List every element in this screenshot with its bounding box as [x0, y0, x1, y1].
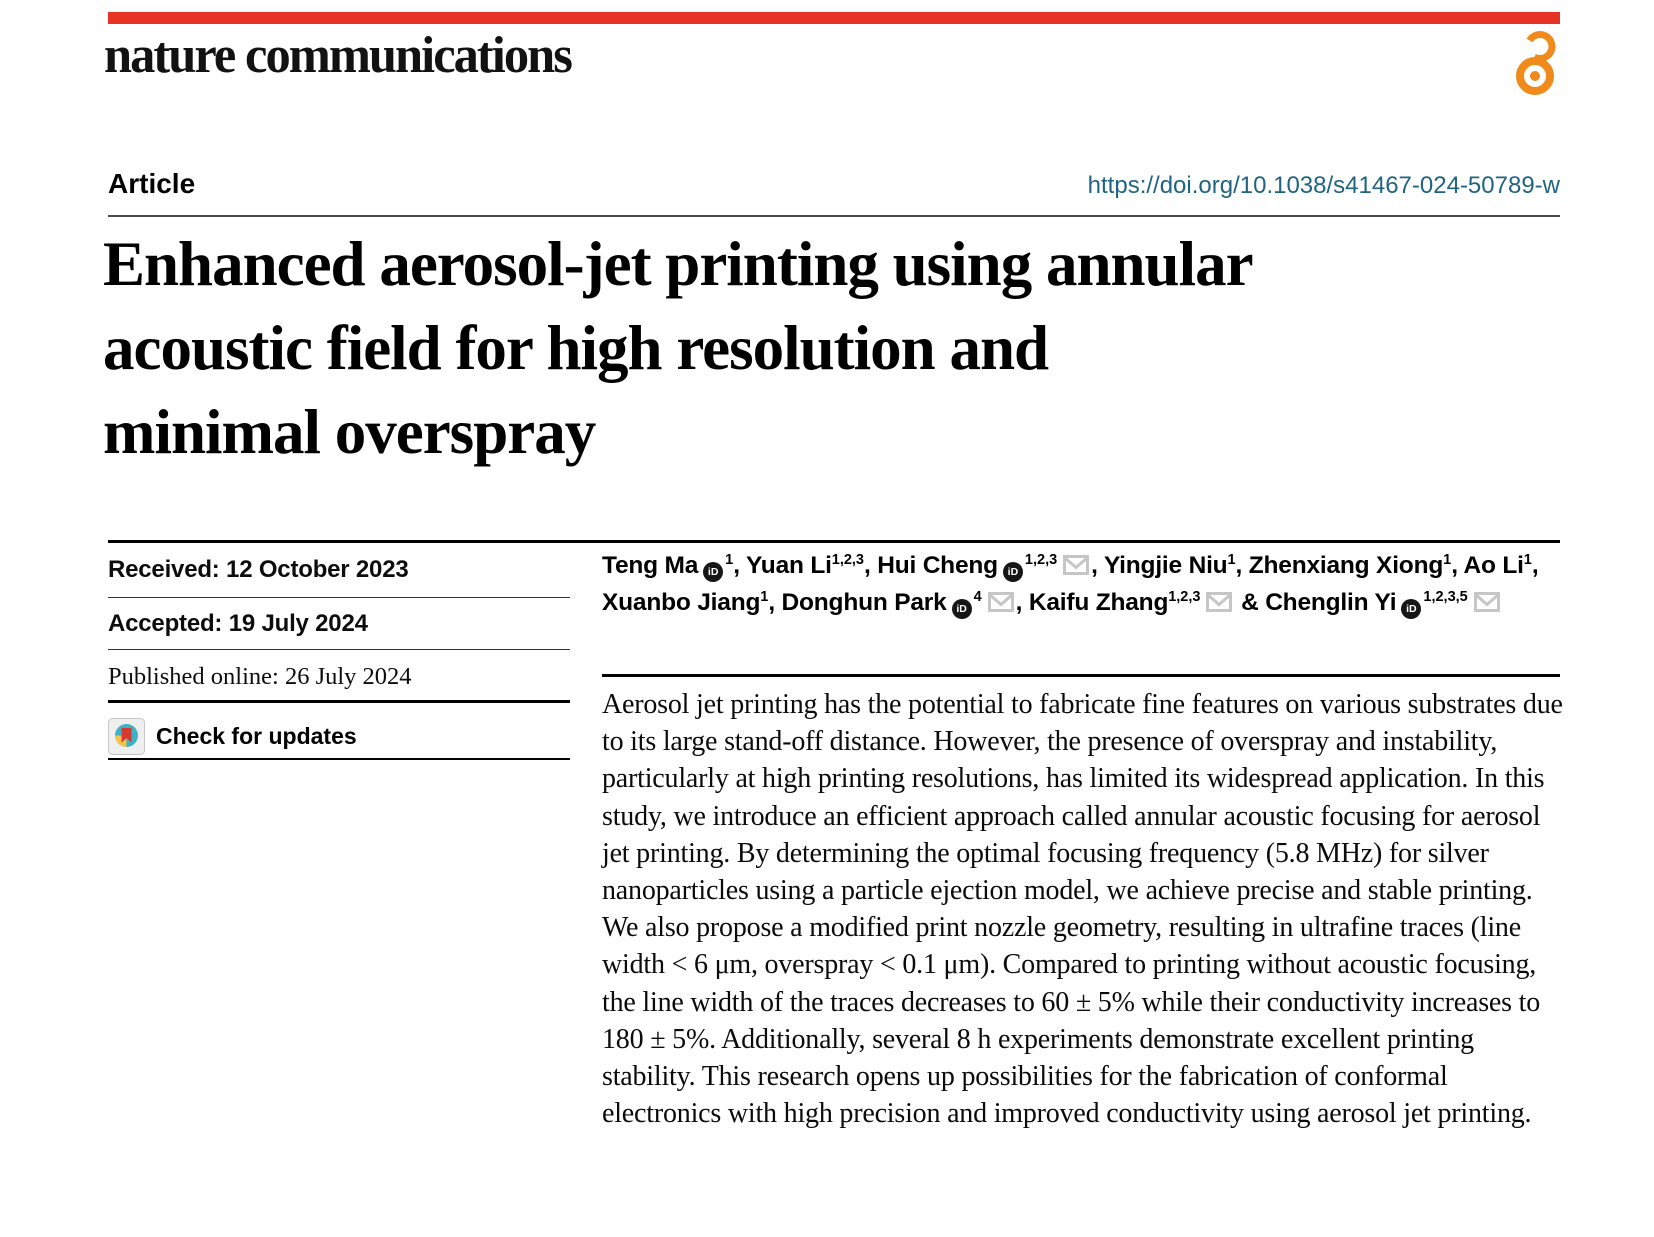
page-title [103, 222, 1563, 474]
author-separator: , [733, 552, 747, 579]
check-for-updates-label: Check for updates [156, 723, 357, 749]
open-access-icon [1512, 27, 1560, 108]
author-affiliation-superscript: 1,2,3,5 [1423, 589, 1468, 605]
author-affiliation-superscript: 4 [973, 589, 982, 605]
accepted-date: Accepted: 19 July 2024 [108, 610, 368, 637]
orcid-icon[interactable]: iD [703, 562, 723, 582]
author-name: Hui Cheng [877, 552, 998, 579]
title-line: acoustic field for high resolution and [103, 313, 1049, 383]
email-icon[interactable] [1206, 588, 1232, 622]
abstract-divider [602, 674, 1560, 677]
author-separator: , [864, 552, 878, 579]
metadata-column [108, 543, 570, 760]
author-affiliation-superscript: 1 [1523, 552, 1532, 568]
author-separator: & [1234, 589, 1266, 616]
brand-red-bar [108, 12, 1560, 24]
accepted-row [108, 598, 570, 650]
title-line: minimal overspray [103, 397, 596, 467]
published-row [108, 650, 570, 703]
orcid-icon[interactable]: iD [1003, 562, 1023, 582]
received-row [108, 543, 570, 598]
author-affiliation-superscript: 1,2,3 [831, 552, 864, 568]
received-date: Received: 12 October 2023 [108, 556, 409, 583]
article-type-label: Article [108, 168, 196, 199]
author-separator: , [1531, 552, 1539, 579]
author-separator: , [1451, 552, 1464, 579]
author-name: Donghun Park [781, 589, 947, 616]
author-name: Chenglin Yi [1265, 589, 1397, 616]
email-icon[interactable] [988, 588, 1014, 622]
author-affiliation-superscript: 1 [760, 589, 769, 605]
author-affiliation-superscript: 1 [1443, 552, 1452, 568]
author-name: Yuan Li [746, 552, 832, 579]
author-separator: , [768, 589, 782, 616]
author-name: Zhenxiang Xiong [1248, 552, 1444, 579]
header-divider [108, 215, 1560, 217]
doi-link[interactable]: https://doi.org/10.1038/s41467-024-50789-w [1087, 172, 1560, 199]
author-affiliation-superscript: 1,2,3 [1168, 589, 1201, 605]
published-date: Published online: 26 July 2024 [108, 663, 412, 690]
author-name: Teng Ma [602, 552, 699, 579]
author-affiliation-superscript: 1 [1227, 552, 1236, 568]
check-for-updates-button[interactable] [108, 703, 570, 760]
orcid-icon[interactable]: iD [952, 599, 972, 619]
author-affiliation-superscript: 1,2,3 [1024, 552, 1058, 568]
author-name: Xuanbo Jiang [602, 589, 761, 616]
author-separator: , [1091, 552, 1104, 579]
author-name: Yingjie Niu [1103, 552, 1228, 579]
author-line [602, 549, 1602, 586]
author-name: Ao Li [1463, 552, 1524, 579]
author-name: Kaifu Zhang [1028, 589, 1169, 616]
author-line [602, 586, 1602, 623]
journal-logo: nature communications [104, 27, 571, 84]
author-list [602, 549, 1602, 623]
author-affiliation-superscript: 1 [725, 552, 734, 568]
author-separator: , [1235, 552, 1249, 579]
email-icon[interactable] [1474, 588, 1500, 622]
crossmark-icon [108, 718, 145, 755]
title-line: Enhanced aerosol-jet printing using annular [103, 229, 1253, 299]
email-icon[interactable] [1063, 551, 1089, 585]
abstract-paragraph: Aerosol jet printing has the potential to fabricate fine features on various substrates due to its large stand-off distance. However, the presence of overspray and instability, particularly at high printing resolutions, has limited its widespread application. In this study, we introduce an efficient approach called annular acoustic focusing for aerosol jet printing. By determining the optimal focusing frequency (5.8 MHz) for silver nanoparticles using a particle ejection model, we achieve precise and stable printing. We also propose a modified print nozzle geometry, resulting in ultrafine traces (line width < 6 μm, overspray < 0.1 μm). Compared to printing without acoustic focusing, the line width of the traces decreases to 60 ± 5% while their conductivity increases to 180 ± 5%. Additionally, several 8 h experiments demonstrate excellent printing stability. This research opens up possibilities for the fabrication of conformal electronics with high precision and improved conductivity using aerosol jet printing. [602, 689, 1563, 1130]
orcid-icon[interactable]: iD [1401, 599, 1421, 619]
author-separator: , [1015, 589, 1029, 616]
